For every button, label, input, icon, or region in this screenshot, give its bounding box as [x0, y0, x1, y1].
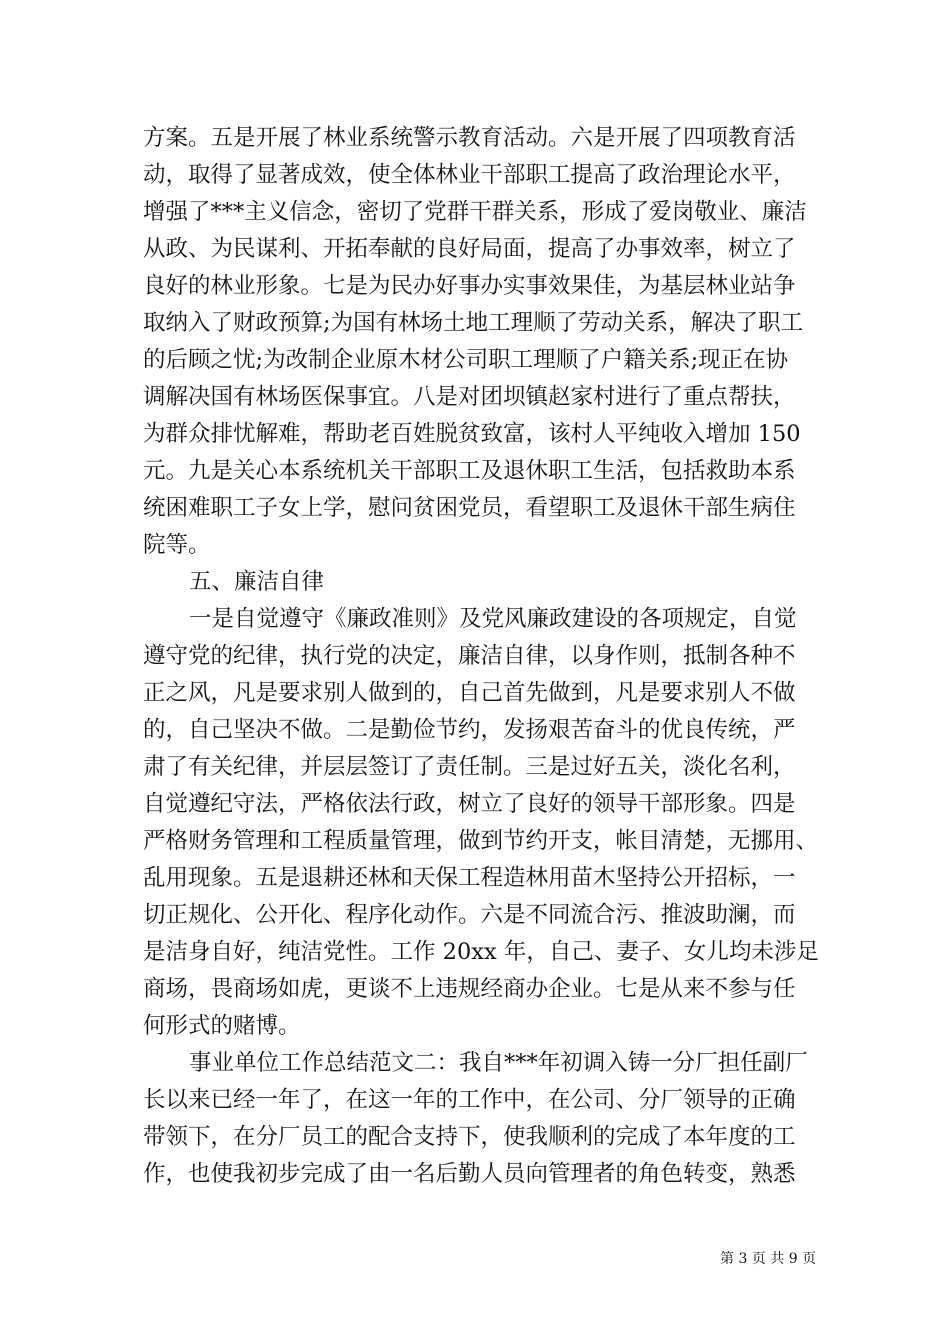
text-line: 元。九是关心本系统机关干部职工及退休职工生活，包括救助本系 — [143, 458, 796, 484]
text-line: 是洁身自好，纯洁党性。工作 20xx 年，自己、妻子、女儿均未涉足 — [143, 939, 819, 965]
text-line: 的，自己坚决不做。二是勤俭节约，发扬艰苦奋斗的优良传统，严 — [143, 717, 796, 743]
text-line: 带领下，在分厂员工的配合支持下，使我顺利的完成了本年度的工 — [143, 1124, 796, 1150]
text-line: 自觉遵纪守法，严格依法行政，树立了良好的领导干部形象。四是 — [143, 791, 796, 817]
text-line: 调解决国有林场医保事宜。八是对团坝镇赵家村进行了重点帮扶， — [143, 384, 796, 410]
text-line: 良好的林业形象。七是为民办好事办实事效果佳，为基层林业站争 — [143, 273, 796, 299]
text-line: 商场，畏商场如虎，更谈不上违规经商办企业。七是从来不参与任 — [143, 976, 796, 1002]
section-heading: 五、廉洁自律 — [189, 569, 325, 595]
text-line: 动，取得了显著成效，使全体林业干部职工提高了政治理论水平， — [143, 162, 796, 188]
text-line: 正之风，凡是要求别人做到的，自己首先做到，凡是要求别人不做 — [143, 680, 796, 706]
text-line: 乱用现象。五是退耕还林和天保工程造林用苗木坚持公开招标，一 — [143, 865, 796, 891]
page-number: 第 3 页 共 9 页 — [720, 1251, 817, 1267]
text-line: 一是自觉遵守《廉政准则》及党风廉政建设的各项规定，自觉 — [189, 606, 797, 632]
text-line: 严格财务管理和工程质量管理，做到节约开支，帐目清楚，无挪用、 — [143, 828, 819, 854]
text-line: 肃了有关纪律，并层层签订了责任制。三是过好五关，淡化名利， — [143, 754, 796, 780]
text-line: 长以来已经一年了，在这一年的工作中，在公司、分厂领导的正确 — [143, 1087, 796, 1113]
text-line: 作，也使我初步完成了由一名后勤人员向管理者的角色转变，熟悉 — [143, 1161, 796, 1187]
text-line: 取纳入了财政预算;为国有林场土地工理顺了劳动关系，解决了职工 — [143, 310, 804, 336]
text-line: 增强了***主义信念，密切了党群干群关系，形成了爱岗敬业、廉洁 — [143, 199, 807, 225]
text-line: 从政、为民谋利、开拓奉献的良好局面，提高了办事效率，树立了 — [143, 236, 796, 262]
text-line: 院等。 — [143, 532, 211, 558]
text-line: 方案。五是开展了林业系统警示教育活动。六是开展了四项教育活 — [143, 125, 796, 151]
text-line: 统困难职工子女上学，慰问贫困党员，看望职工及退休干部生病住 — [143, 495, 796, 521]
text-line: 的后顾之忧;为改制企业原木材公司职工理顺了户籍关系;现正在协 — [143, 347, 789, 373]
text-line: 事业单位工作总结范文二：我自***年初调入铸一分厂担任副厂 — [189, 1050, 808, 1076]
text-line: 遵守党的纪律，执行党的决定，廉洁自律，以身作则，抵制各种不 — [143, 643, 796, 669]
text-line: 何形式的赌博。 — [143, 1013, 301, 1039]
text-line: 为群众排忧解难，帮助老百姓脱贫致富，该村人平纯收入增加 150 — [143, 421, 801, 447]
text-line: 切正规化、公开化、程序化动作。六是不同流合污、推波助澜，而 — [143, 902, 796, 928]
